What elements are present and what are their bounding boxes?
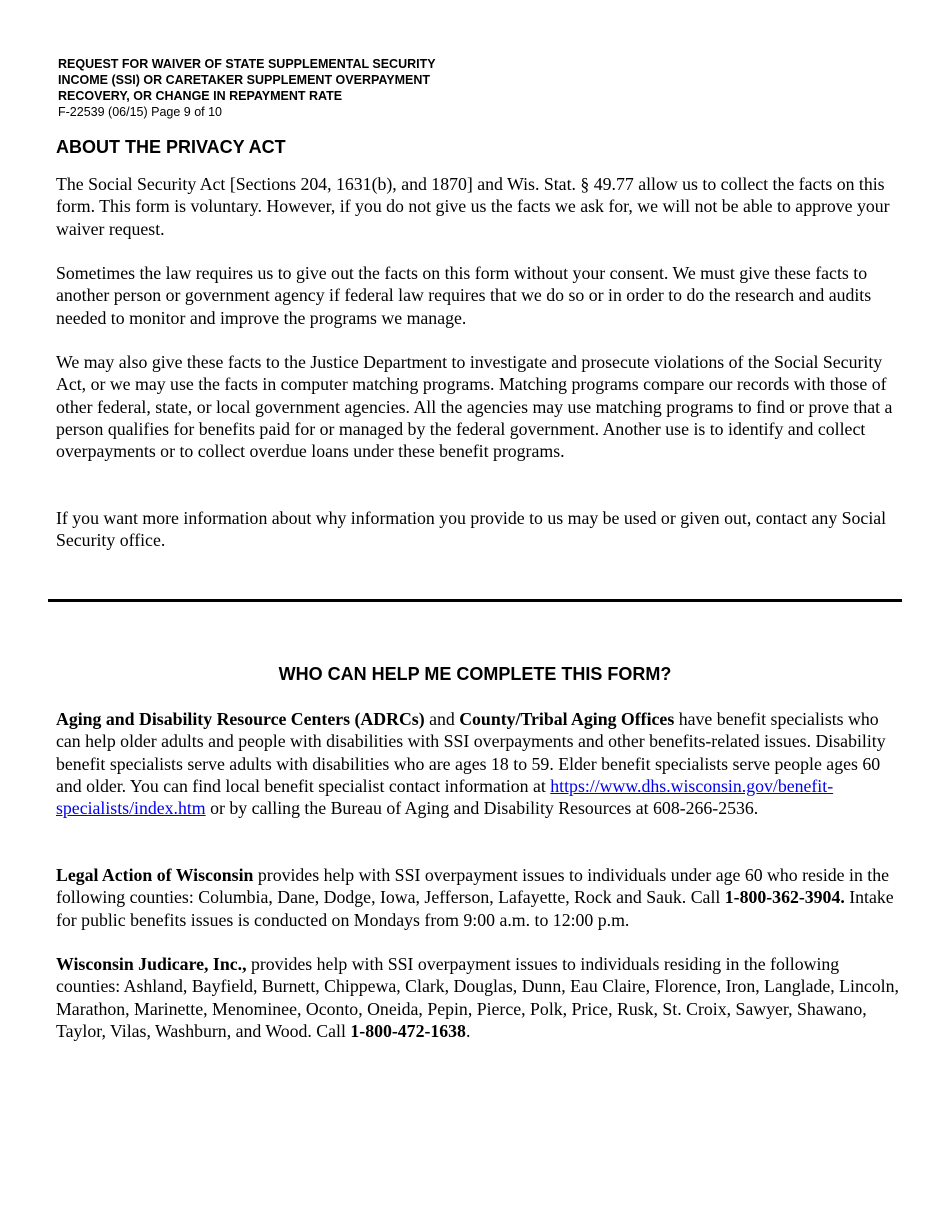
form-title-line-1: REQUEST FOR WAIVER OF STATE SUPPLEMENTAL SECURITY	[58, 57, 436, 71]
adrc-and: and	[424, 709, 460, 729]
aging-offices-name: County/Tribal Aging Offices	[459, 709, 675, 729]
legal-action-text-2: Intake for public benefits issues is conducted on Mondays from 9:00 a.m. to 12:00 p.m.	[56, 887, 894, 930]
privacy-act-heading: ABOUT THE PRIVACY ACT	[56, 137, 286, 157]
privacy-paragraph-4: If you want more information about why information you provide to us may be used or given out, contact any Social Security office.	[56, 508, 887, 551]
adrc-text-1: have benefit specialists who can help older adults and people with disabilities with SSI overpayments and other benefits-related issues. Disability benefit specialists serve adults with disabilities who are ages 18 to 59. Elder benefit specialists serve people ages 60 and older. You can find local benefit specialist contact information at	[56, 709, 886, 796]
judicare-text-1: provides help with SSI overpayment issues to individuals residing in the following counties: Ashland, Bayfield, Burnett, Chippewa, Clark, Douglas, Dunn, Eau Claire, Florence, Iron, Langlade, Lincoln, Marathon, Marinette, Menominee, Oconto, Oneida, Pepin, Pierce, Polk, Price, Rusk, St. Croix, Sawyer, Shawano, Taylor, Vilas, Washburn, and Wood. Call	[56, 954, 899, 1041]
judicare-name: Wisconsin Judicare, Inc.,	[56, 954, 247, 974]
help-heading: WHO CAN HELP ME COMPLETE THIS FORM?	[278, 664, 672, 684]
form-title-line-2: INCOME (SSI) OR CARETAKER SUPPLEMENT OVERPAYMENT	[58, 73, 431, 87]
legal-action-text-1: provides help with SSI overpayment issues to individuals under age 60 who reside in the following counties: Columbia, Dane, Dodge, Iowa, Jefferson, Lafayette, Rock and Sauk. Call	[56, 865, 890, 908]
benefit-specialists-link[interactable]: https://www.dhs.wisconsin.gov/benefit-specialists/index.htm	[56, 775, 834, 819]
form-header	[58, 56, 436, 120]
adrc-paragraph	[56, 708, 904, 819]
adrc-name: Aging and Disability Resource Centers (ADRCs)	[56, 709, 425, 729]
judicare-paragraph	[56, 953, 904, 1042]
legal-action-name: Legal Action of Wisconsin	[56, 865, 254, 885]
legal-action-paragraph	[56, 864, 904, 931]
section-divider	[48, 599, 902, 602]
judicare-phone: 1-800-472-1638	[350, 1020, 466, 1041]
form-title-line-3: RECOVERY, OR CHANGE IN REPAYMENT RATE	[58, 89, 343, 103]
form-number-page: F-22539 (06/15) Page 9 of 10	[58, 105, 223, 119]
privacy-paragraph-1: The Social Security Act [Sections 204, 1631(b), and 1870] and Wis. Stat. § 49.77 allow us to collect the facts on this form. This form is voluntary. However, if you do not give us the facts we ask for, we will not be able to approve your waiver request.	[56, 174, 890, 239]
judicare-text-2: .	[465, 1020, 471, 1041]
privacy-paragraph-2: Sometimes the law requires us to give out the facts on this form without your consent. We must give these facts to another person or government agency if federal law requires that we do so or in order to do the research and audits needed to monitor and improve the programs we manage.	[56, 263, 872, 328]
legal-action-phone: 1-800-362-3904.	[724, 887, 845, 908]
privacy-paragraph-3: We may also give these facts to the Justice Department to investigate and prosecute violations of the Social Security Act, or we may use the facts in computer matching programs. Matching programs compare our records with those of other federal, state, or local government agencies. All the agencies may use matching programs to find or prove that a person qualifies for benefits paid for or managed by the federal government. Another use is to identify and collect overpayments or to collect overdue loans under these benefit programs.	[56, 352, 893, 462]
adrc-text-2: or by calling the Bureau of Aging and Disability Resources at 608-266-2536.	[205, 798, 759, 819]
